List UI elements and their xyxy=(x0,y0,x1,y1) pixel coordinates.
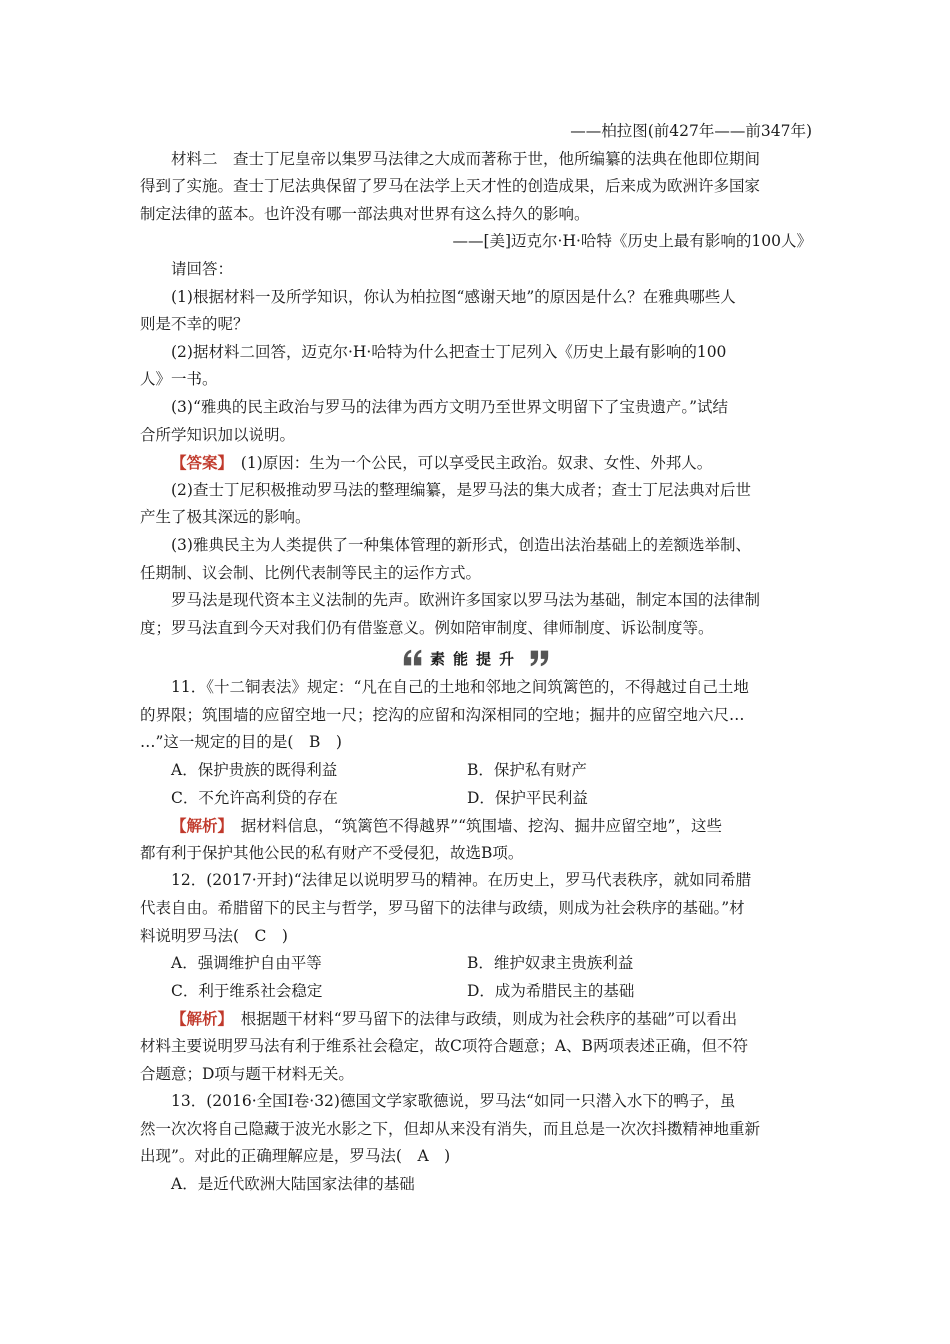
option-d: D．成为希腊民主的基础 xyxy=(467,981,635,1000)
analysis-text: 根据题干材料“罗马留下的法律与政绩，则成为社会秩序的基础”可以看出 xyxy=(225,1010,738,1029)
attribution-plato: ——柏拉图(前427年——前347年) xyxy=(570,122,812,140)
question-text: 12．(2017·开封)“法律足以说明罗马的精神。在历史上，罗马代表秩序，就如同希腊 xyxy=(171,871,752,890)
open-quote-icon xyxy=(402,647,424,669)
analysis-line: 合题意；D项与题干材料无关。 xyxy=(140,1064,354,1083)
option-b: B．保护私有财产 xyxy=(467,761,587,780)
option-c: C．不允许高利贷的存在 xyxy=(171,788,338,807)
options-row xyxy=(140,950,812,978)
attribution-hart: ——[美]迈克尔·H·哈特《历史上最有影响的100人》 xyxy=(452,232,812,251)
question-text: …”这一规定的目的是( B ) xyxy=(140,733,342,752)
analysis-tag: 【解析】 xyxy=(171,816,226,836)
question-prompt: 请回答： xyxy=(171,259,234,278)
question-line: (1)根据材料一及所学知识，你认为柏拉图“感谢天地”的原因是什么？在雅典哪些人 xyxy=(171,287,736,306)
answer-line: 任期制、议会制、比例代表制等民主的运作方式。 xyxy=(140,563,482,582)
analysis-line: 都有利于保护其他公民的私有财产不受侵犯，故选B项。 xyxy=(140,843,524,862)
answer-line: 度；罗马法直到今天对我们仍有借鉴意义。例如陪审制度、律师制度、诉讼制度等。 xyxy=(140,618,714,637)
answer-text: (1)原因：生为一个公民，可以享受民主政治。奴隶、女性、外邦人。 xyxy=(225,454,713,473)
question-line: (3)“雅典的民主政治与罗马的法律为西方文明乃至世界文明留下了宝贵遗产。”试结 xyxy=(171,397,729,416)
question-11 xyxy=(140,674,812,867)
option-b: B．维护奴隶主贵族利益 xyxy=(467,954,634,973)
close-quote-icon xyxy=(528,647,550,669)
answer-line: 产生了极其深远的影响。 xyxy=(140,508,311,527)
question-line: (2)据材料二回答，迈克尔·H·哈特为什么把查士丁尼列入《历史上最有影响的100 xyxy=(171,342,727,361)
question-text: 然一次次将自己隐藏于波光水影之下，但却从来没有消失，而且总是一次次抖擞精神地重新 xyxy=(140,1119,761,1138)
answer-line: (3)雅典民主为人类提供了一种集体管理的新形式，创造出法治基础上的差额选举制、 xyxy=(171,535,751,554)
material-two-line: 得到了实施。查士丁尼法典保留了罗马在法学上天才性的创造成果，后来成为欧洲许多国家 xyxy=(140,177,761,196)
options-row xyxy=(140,978,812,1006)
question-text: 出现”。对此的正确理解应是，罗马法( A ) xyxy=(140,1147,451,1166)
question-text: 13．(2016·全国Ⅰ卷·32)德国文学家歌德说，罗马法“如同一只潜入水下的鸭子，虽 xyxy=(171,1092,736,1111)
option-a: A．保护贵族的既得利益 xyxy=(171,761,338,780)
question-line: 合所学知识加以说明。 xyxy=(140,425,296,444)
answer-line: 罗马法是现代资本主义法制的先声。欧洲许多国家以罗马法为基础，制定本国的法律制 xyxy=(171,591,761,610)
analysis-text: 据材料信息，“筑篱笆不得越界”“筑围墙、挖沟、掘井应留空地”，这些 xyxy=(225,817,722,836)
document-page xyxy=(140,118,812,1199)
answer-tag: 【答案】 xyxy=(171,453,226,473)
question-text: 的界限；筑围墙的应留空地一尺；挖沟的应留和沟深相同的空地；掘井的应留空地六尺… xyxy=(140,705,745,724)
answer-section xyxy=(140,449,812,642)
section-banner xyxy=(140,642,812,674)
question-line: 人》一书。 xyxy=(140,370,218,389)
analysis-line: 材料主要说明罗马法有利于维系社会稳定，故C项符合题意；A、B两项表述正确，但不符 xyxy=(140,1037,748,1055)
question-text: 代表自由。希腊留下的民主与哲学，罗马留下的法律与政绩，则成为社会秩序的基础。”材 xyxy=(140,899,745,918)
question-text: 料说明罗马法( C ) xyxy=(140,926,288,945)
material-two-line: 制定法律的蓝本。也许没有哪一部法典对世界有这么持久的影响。 xyxy=(140,204,590,223)
material-section xyxy=(140,118,812,449)
material-two-line: 材料二 查士丁尼皇帝以集罗马法律之大成而著称于世，他所编纂的法典在他即位期间 xyxy=(171,149,761,168)
banner-title: 素能提升 xyxy=(429,649,522,668)
analysis-line xyxy=(140,812,812,840)
question-text: 11．《十二铜表法》规定：“凡在自己的土地和邻地之间筑篱笆的，不得越过自己土地 xyxy=(171,678,749,697)
option-d: D．保护平民利益 xyxy=(467,788,588,807)
answer-line xyxy=(140,449,812,477)
option-a: A．强调维护自由平等 xyxy=(171,954,322,973)
option-c: C．利于维系社会稳定 xyxy=(171,981,323,1000)
option-a: A．是近代欧洲大陆国家法律的基础 xyxy=(171,1174,415,1193)
answer-line: (2)查士丁尼积极推动罗马法的整理编纂，是罗马法的集大成者；查士丁尼法典对后世 xyxy=(171,480,751,499)
question-13 xyxy=(140,1088,812,1198)
options-row xyxy=(140,757,812,785)
question-line: 则是不幸的呢？ xyxy=(140,315,249,334)
options-row xyxy=(140,785,812,813)
analysis-tag: 【解析】 xyxy=(171,1009,226,1029)
analysis-line xyxy=(140,1005,812,1033)
question-12 xyxy=(140,867,812,1088)
